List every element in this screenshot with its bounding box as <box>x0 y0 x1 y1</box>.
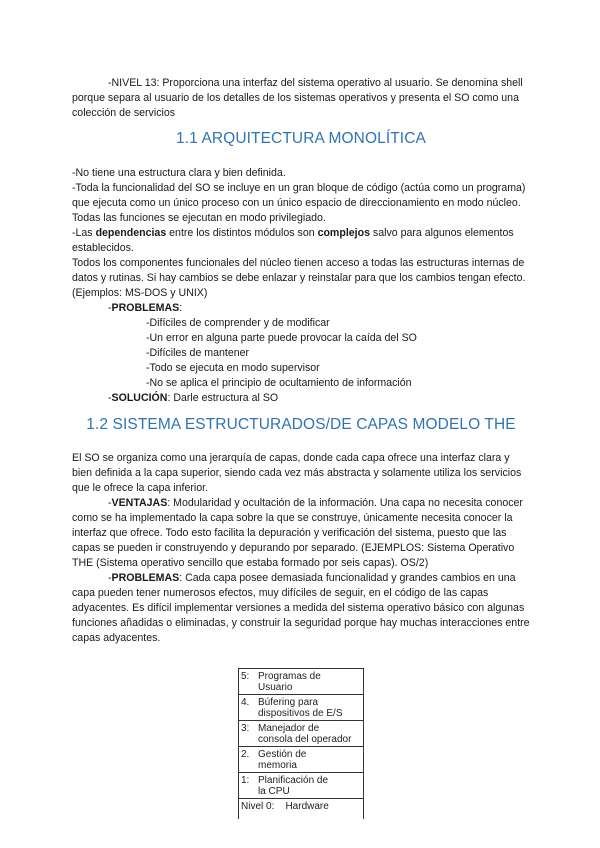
s2-adv-title: VENTAJAS <box>111 497 168 509</box>
layer-number: 1: <box>241 775 250 786</box>
layer-label: Manejador de <box>258 723 320 734</box>
section-2-body <box>72 451 530 646</box>
s2-adv-dash: - <box>108 497 112 509</box>
s1-solution-text: : Darle estructura al SO <box>167 392 279 404</box>
layer-base-label: Nivel 0: Hardware <box>241 801 329 812</box>
s2-adv-text: : Modularidad y ocultación de la información. Una capa no necesita conocer como se ha implementado la capa sobre la que se construye, únicamente necesita conocer la interfaz que ofrece. Todo esto facilita la depuración y verificación del sistema, puesto que las capas se pueden ir construyendo y depurando por separado. (EJEMPLOS: Sistema Operativo THE (Sistema operativo sencillo que estaba formado por seis capas). OS/2) <box>72 497 523 569</box>
s2-problems <box>72 571 530 646</box>
layer-4 <box>239 695 363 721</box>
s1-line-3-post: salvo para algunos elementos establecidos. <box>72 227 514 254</box>
layer-label: dispositivos de E/S <box>258 708 343 719</box>
s1-solution <box>72 391 530 406</box>
layer-number: 4. <box>241 697 250 708</box>
layer-label: Búfering para <box>258 697 319 708</box>
layers-diagram <box>238 668 364 819</box>
s1-problems-label <box>72 301 530 316</box>
s2-prob-text: : Cada capa posee demasiada funcionalidad y grandes cambios en una capa pueden tener numerosos efectos, muy difíciles de seguir, en el código de las capas adyacentes. Es difícil implementar versiones a medida del sistema operativo básico con algunas funciones añadidas o eliminadas, y construir la seguridad porque hay muchas interacciones entre capas adyacentes. <box>72 572 530 644</box>
s2-prob-dash: - <box>108 572 112 584</box>
layer-label: Programas de <box>258 671 321 682</box>
layer-label: Planificación de <box>258 775 329 786</box>
s1-problems-dash: - <box>108 302 112 314</box>
layer-number: 5: <box>241 671 250 682</box>
section-1-body <box>72 166 530 406</box>
s1-solution-dash: - <box>108 392 112 404</box>
s1-bold-dependencias: dependencias <box>95 227 167 239</box>
layer-label: Gestión de <box>258 749 307 760</box>
s1-problem-item: -No se aplica el principio de ocultamiento de información <box>146 377 412 389</box>
s1-problems-title: PROBLEMAS <box>111 302 180 314</box>
s1-line-2: -Toda la funcionalidad del SO se incluye en un gran bloque de código (actúa como un programa) que ejecuta como un único proceso con un único espacio de direccionamiento en modo núcleo. Todas las funciones se ejecutan en modo privilegiado. <box>72 182 526 224</box>
s2-prob-title: PROBLEMAS <box>111 572 180 584</box>
layer-label: consola del operador <box>258 734 352 745</box>
s2-paragraph-1: El SO se organiza como una jerarquía de capas, donde cada capa ofrece una interfaz clara y bien definida a la capa superior, siendo cada vez más abstracta y solamente utiliza los servicios que le ofrece la capa inferior. <box>72 452 522 494</box>
s1-problem-item: -Difíciles de mantener <box>146 347 250 359</box>
layer-0-hardware <box>239 799 363 813</box>
s2-advantages <box>72 496 530 571</box>
s1-bold-complejos: complejos <box>317 227 370 239</box>
layer-label: memoria <box>258 760 297 771</box>
s1-line-3-pre: -Las <box>72 227 96 239</box>
s1-problem-item: -Todo se ejecuta en modo supervisor <box>146 362 320 374</box>
s1-line-4: Todos los componentes funcionales del núcleo tienen acceso a todas las estructuras internas de datos y rutinas. Si hay cambios se debe enlazar y reinstalar para que los cambios tengan efecto. (Ejemplos: MS-DOS y UNIX) <box>72 257 526 299</box>
s1-problems-colon: : <box>179 302 183 314</box>
layer-number: 2. <box>241 749 250 760</box>
s1-solution-title: SOLUCIÓN <box>111 392 168 404</box>
layer-5 <box>239 669 363 695</box>
s1-line-3 <box>72 226 530 256</box>
layer-number: 3: <box>241 723 250 734</box>
s1-problem-item: -Un error en alguna parte puede provocar la caída del SO <box>146 332 417 344</box>
layer-label: Usuario <box>258 682 293 693</box>
s1-problem-item: -Difíciles de comprender y de modificar <box>146 317 330 329</box>
s1-line-3-mid: entre los distintos módulos son <box>166 227 318 239</box>
layer-1 <box>239 773 363 799</box>
intro-paragraph: -NIVEL 13: Proporciona una interfaz del sistema operativo al usuario. Se denomina shell porque separa al usuario de los detalles de los sistemas operativos y presenta el SO como una colección de servicios <box>72 77 523 119</box>
section-2-heading: 1.2 SISTEMA ESTRUCTURADOS/DE CAPAS MODELO THE <box>86 416 516 433</box>
layer-3 <box>239 721 363 747</box>
s1-line-1: -No tiene una estructura clara y bien definida. <box>72 167 286 179</box>
section-1-heading: 1.1 ARQUITECTURA MONOLÍTICA <box>176 130 426 147</box>
layer-label: la CPU <box>258 786 290 797</box>
layer-2 <box>239 747 363 773</box>
